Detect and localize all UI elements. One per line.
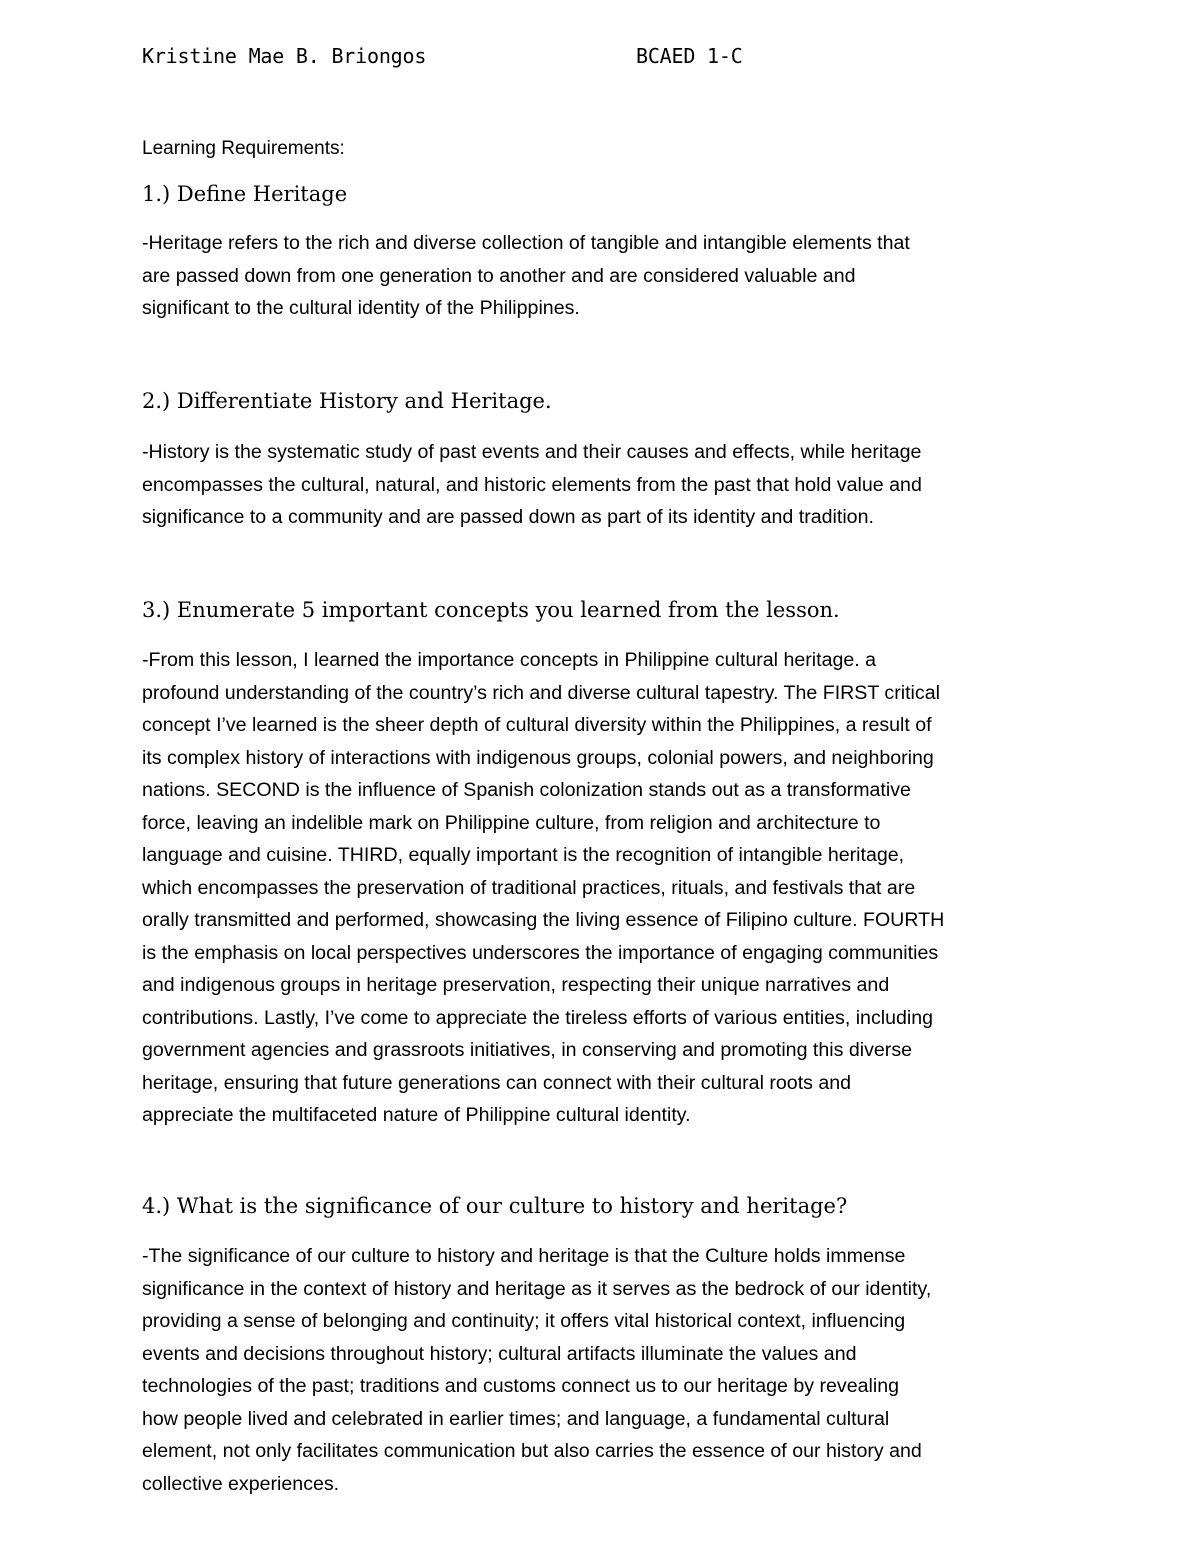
question-4-heading: 4.) What is the significance of our culture to history and heritage? [142,1194,848,1218]
answer-line: -The significance of our culture to history and heritage is that the Culture holds immense [142,1245,906,1267]
answer-line: language and cuisine. THIRD, equally important is the recognition of intangible heritage, [142,844,905,866]
question-3-heading: 3.) Enumerate 5 important concepts you learned from the lesson. [142,598,840,622]
section-title: Learning Requirements: [142,138,345,159]
answer-line: is the emphasis on local perspectives underscores the importance of engaging communities [142,941,939,964]
answer-line: significance to a community and are passed down as part of its identity and tradition. [142,506,874,528]
answer-line: events and decisions throughout history; cultural artifacts illuminate the values and [142,1342,857,1365]
answer-line: how people lived and celebrated in earlier times; and language, a fundamental cultural [142,1407,890,1430]
answer-2 [142,436,1062,534]
answer-1 [142,227,1062,325]
answer-line: orally transmitted and performed, showcasing the living essence of Filipino culture. FOURTH [142,909,945,931]
answer-line: contributions. Lastly, I’ve come to appreciate the tireless efforts of various entities, including [142,1006,934,1029]
answer-line: providing a sense of belonging and continuity; it offers vital historical context, influencing [142,1310,906,1332]
question-2-heading: 2.) Differentiate History and Heritage. [142,389,552,413]
answer-line: heritage, ensuring that future generations can connect with their cultural roots and [142,1071,852,1094]
answer-line: significant to the cultural identity of the Philippines. [142,297,580,319]
answer-line: -From this lesson, I learned the importance concepts in Philippine cultural heritage. a [142,649,877,671]
answer-4 [142,1240,1062,1500]
answer-line: element, not only facilitates communication but also carries the essence of our history and [142,1440,922,1462]
class-section: BCAED 1-C [636,44,743,68]
answer-line: force, leaving an indelible mark on Philippine culture, from religion and architecture to [142,811,881,834]
answer-line: appreciate the multifaceted nature of Philippine cultural identity. [142,1104,691,1126]
answer-line: collective experiences. [142,1472,340,1495]
answer-line: and indigenous groups in heritage preservation, respecting their unique narratives and [142,974,890,996]
answer-line: concept I’ve learned is the sheer depth of cultural diversity within the Philippines, a result of [142,714,932,736]
question-1-heading: 1.) Define Heritage [142,182,348,206]
answer-3 [142,644,1062,1132]
answer-line: significance in the context of history and heritage as it serves as the bedrock of our identity, [142,1277,932,1300]
answer-line: which encompasses the preservation of traditional practices, rituals, and festivals that are [142,876,916,899]
student-name: Kristine Mae B. Briongos [142,44,427,68]
answer-line: its complex history of interactions with indigenous groups, colonial powers, and neighboring [142,746,934,769]
answer-line: profound understanding of the country’s rich and diverse cultural tapestry. The FIRST critical [142,681,940,704]
answer-line: government agencies and grassroots initiatives, in conserving and promoting this diverse [142,1039,913,1061]
answer-line: nations. SECOND is the influence of Spanish colonization stands out as a transformative [142,779,911,801]
answer-line: technologies of the past; traditions and customs connect us to our heritage by revealing [142,1375,899,1397]
answer-line: are passed down from one generation to another and are considered valuable and [142,264,856,287]
answer-line: -Heritage refers to the rich and diverse collection of tangible and intangible elements that [142,232,910,254]
answer-line: encompasses the cultural, natural, and historic elements from the past that hold value and [142,473,922,496]
answer-line: -History is the systematic study of past events and their causes and effects, while heritage [142,441,922,463]
